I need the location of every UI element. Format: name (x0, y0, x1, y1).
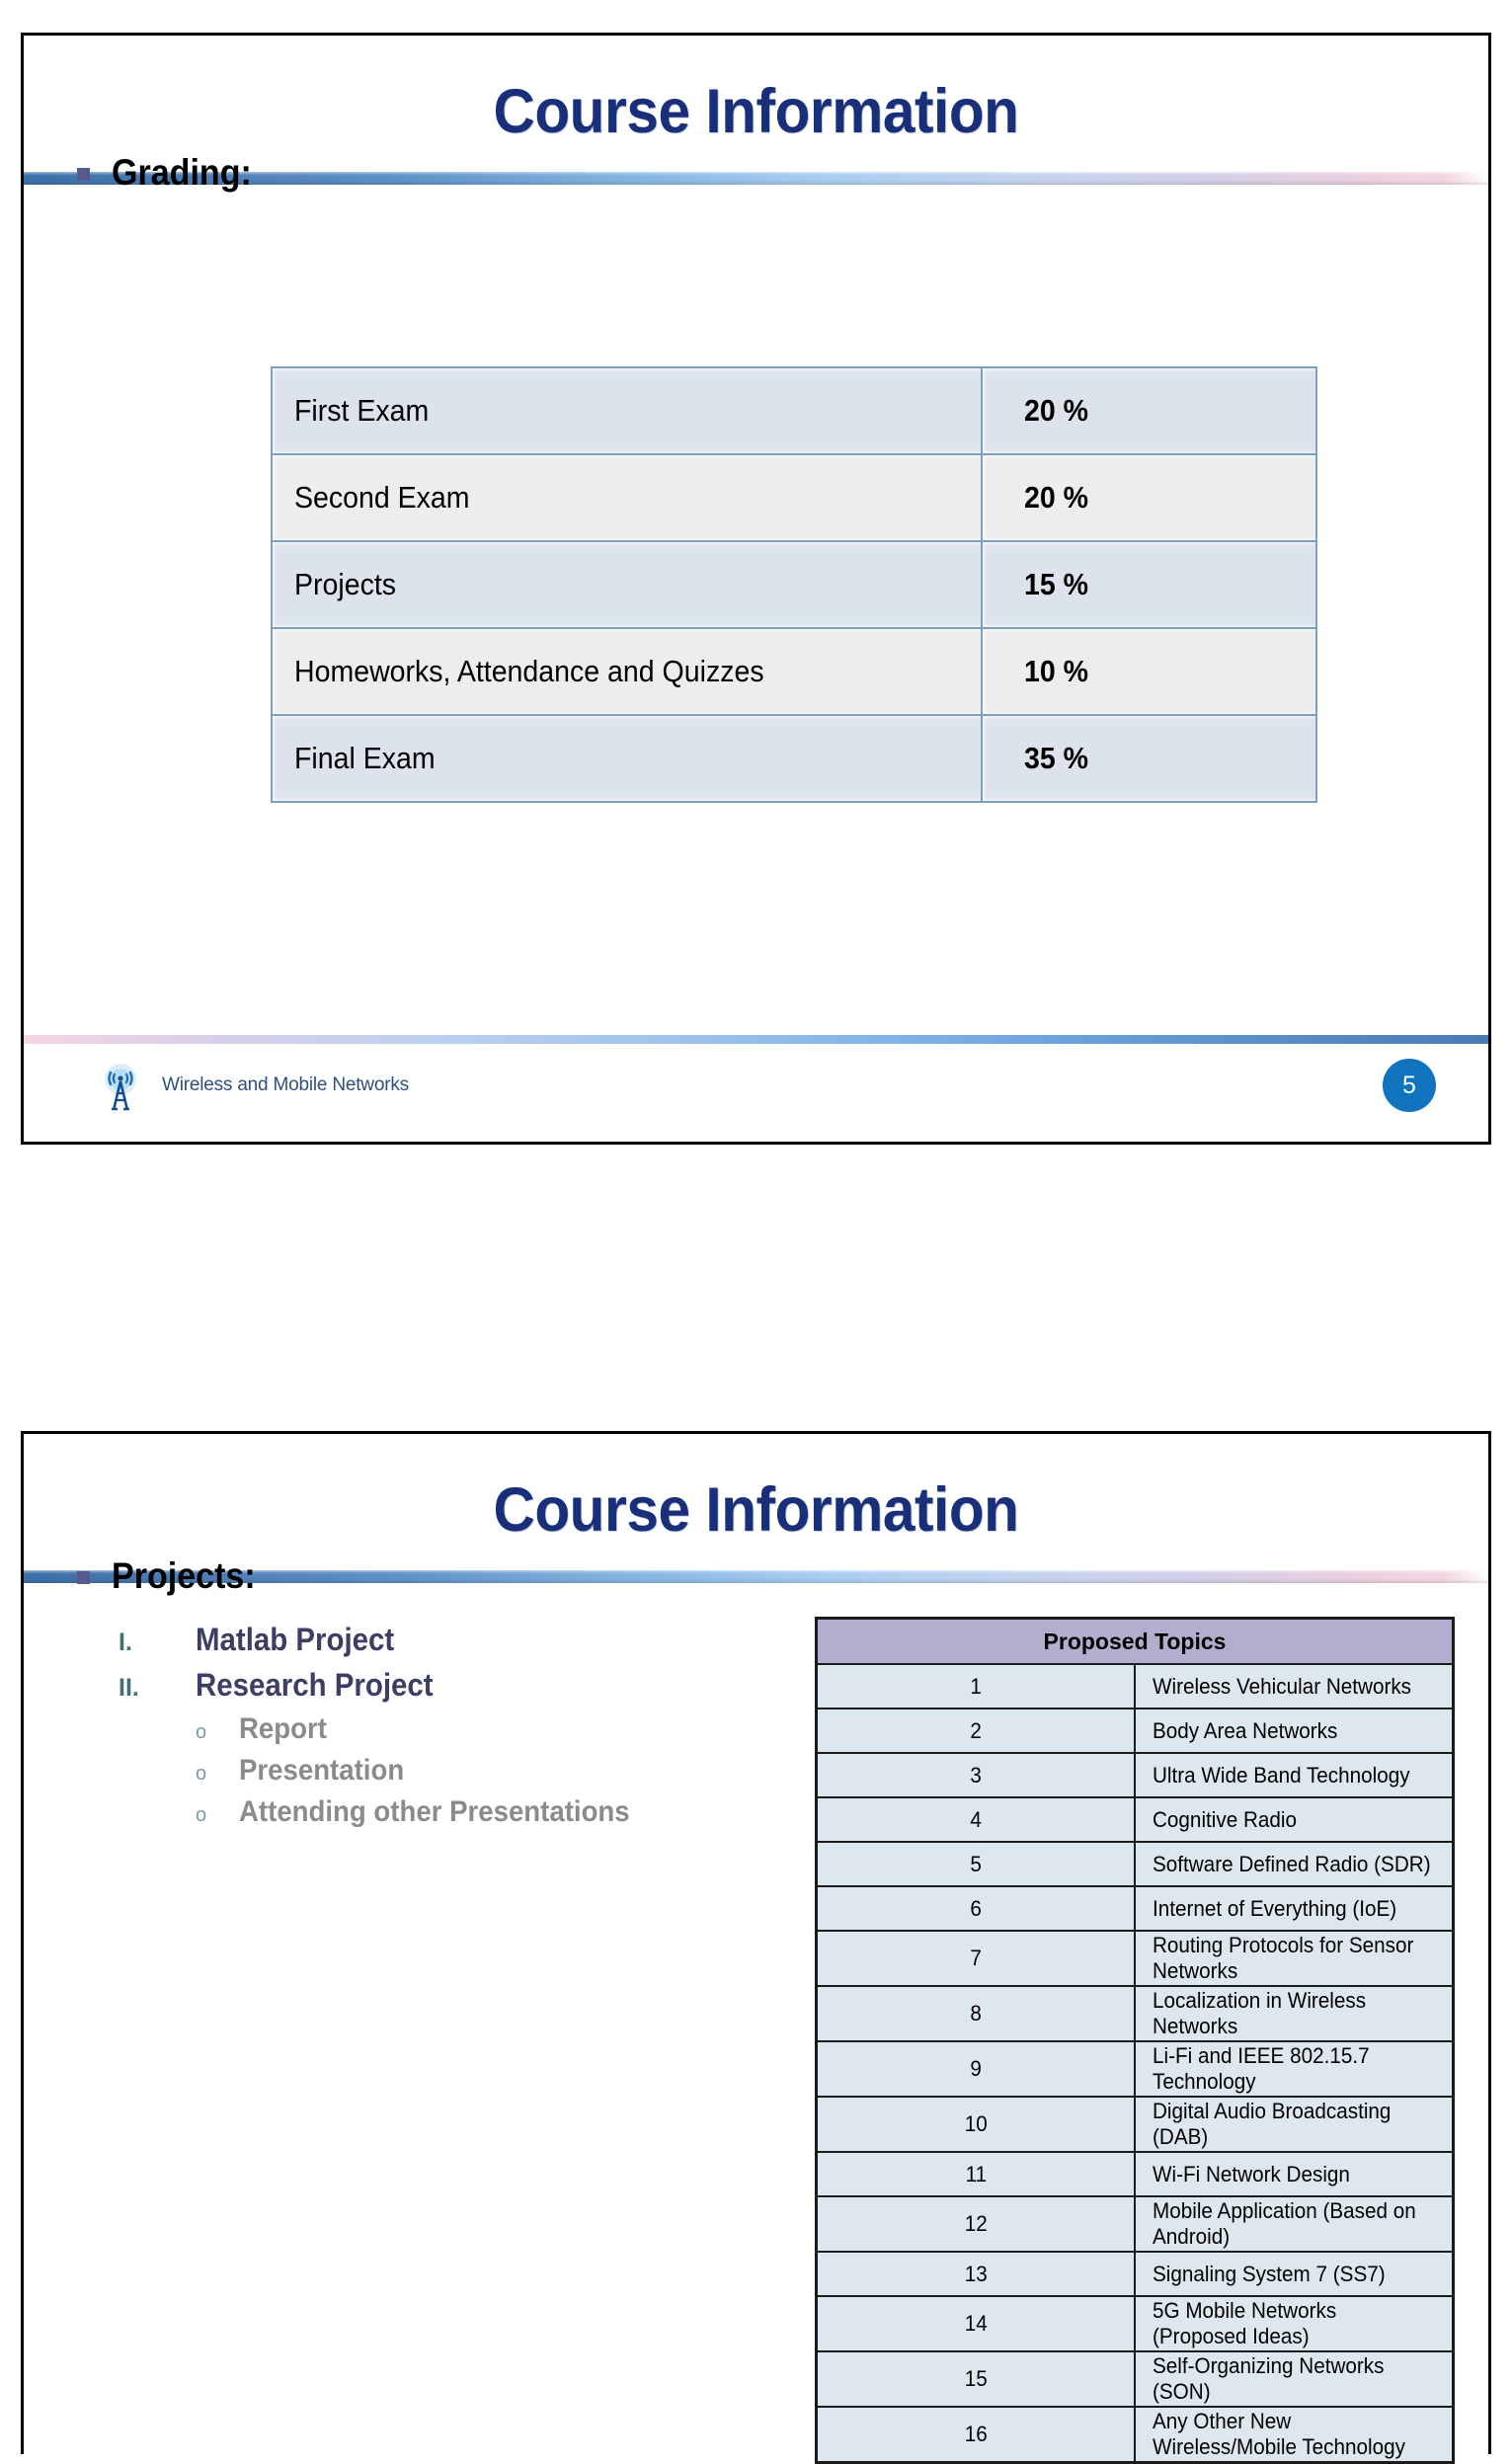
topic-number-cell (817, 2296, 1136, 2351)
grading-item-cell (272, 541, 982, 628)
topic-name-cell (1135, 2152, 1454, 2196)
footer-label: Wireless and Mobile Networks (162, 1074, 409, 1095)
table-row (272, 628, 1316, 715)
topic-name: Software Defined Radio (SDR) (1153, 1851, 1431, 1876)
topic-number-cell (817, 1753, 1136, 1797)
grading-percent-value: 20 % (1024, 480, 1089, 515)
topic-number-cell (817, 1664, 1136, 1709)
topic-name-cell (1135, 1753, 1454, 1797)
topic-name-cell (1135, 1709, 1454, 1753)
table-row (817, 2296, 1454, 2351)
table-row (272, 541, 1316, 628)
list-item (119, 1667, 751, 1704)
table-row (817, 1664, 1454, 1709)
topic-number-cell (817, 1842, 1136, 1886)
table-row (817, 1986, 1454, 2041)
topic-name-cell (1135, 1797, 1454, 1842)
grading-item-cell (272, 367, 982, 454)
list-item (119, 1622, 751, 1658)
topic-number-cell (817, 2152, 1136, 2196)
table-row (817, 2041, 1454, 2097)
topic-name: 5G Mobile Networks (Proposed Ideas) (1153, 2298, 1337, 2348)
slide-projects (21, 1431, 1491, 2459)
topic-number: 14 (964, 2311, 988, 2336)
topic-name: Li-Fi and IEEE 802.15.7 Technology (1153, 2043, 1370, 2094)
footer-divider-bar (24, 1035, 1488, 1044)
sub-list-item (196, 1754, 751, 1788)
grading-item-cell (272, 628, 982, 715)
topic-number: 15 (964, 2366, 988, 2391)
grading-heading-label: Grading: (112, 152, 252, 193)
grading-item-cell (272, 715, 982, 802)
topic-name: Wi-Fi Network Design (1153, 2161, 1350, 2186)
topic-name-cell (1135, 1886, 1454, 1931)
table-row (817, 1797, 1454, 1842)
page-number-badge: 5 (1383, 1059, 1436, 1112)
topic-name: Wireless Vehicular Networks (1153, 1673, 1412, 1699)
grading-percent-cell (982, 367, 1316, 454)
projects-outline-list (119, 1622, 751, 1837)
sub-list-item (196, 1795, 751, 1829)
topic-name-cell (1135, 1931, 1454, 1986)
topic-name: Mobile Application (Based on Android) (1153, 2198, 1416, 2249)
grading-percent-value: 15 % (1024, 567, 1089, 601)
sub-list-item (196, 1712, 751, 1746)
slide-footer (24, 1035, 1488, 1142)
topic-name-cell (1135, 1986, 1454, 2041)
topic-number: 5 (970, 1851, 982, 1876)
grading-item-label: Final Exam (294, 741, 436, 775)
table-row (272, 715, 1316, 802)
sub-list-item-label: Attending other Presentations (239, 1795, 630, 1828)
topic-number-cell (817, 2407, 1136, 2463)
radio-tower-icon (98, 1063, 143, 1112)
topic-number-cell (817, 2252, 1136, 2296)
topic-number: 7 (970, 1946, 982, 1970)
grading-item-label: Projects (294, 567, 397, 601)
square-bullet-icon (77, 1571, 90, 1584)
topic-number: 16 (964, 2422, 988, 2446)
topic-number: 4 (970, 1806, 982, 1832)
grading-item-label: Homeworks, Attendance and Quizzes (294, 654, 764, 688)
topic-number-cell (817, 2196, 1136, 2252)
page-title: Course Information (493, 77, 1019, 146)
topic-name-cell (1135, 2097, 1454, 2152)
table-row (817, 1842, 1454, 1886)
grading-percent-cell (982, 715, 1316, 802)
grading-item-cell (272, 454, 982, 541)
topic-number: 10 (964, 2111, 988, 2136)
table-row (817, 1753, 1454, 1797)
topic-number-cell (817, 1931, 1136, 1986)
list-marker: II. (119, 1674, 139, 1702)
grading-item-label: Second Exam (294, 480, 470, 515)
grading-item-label: First Exam (294, 393, 430, 428)
topic-name-cell (1135, 2407, 1454, 2463)
topic-name: Any Other New Wireless/Mobile Technology (1153, 2409, 1405, 2459)
sub-list-item-label: Presentation (239, 1754, 405, 1787)
slide-grading (21, 33, 1491, 1145)
table-row (272, 367, 1316, 454)
topic-name: Routing Protocols for Sensor Networks (1153, 1933, 1414, 1983)
topic-name-cell (1135, 2196, 1454, 2252)
circle-bullet-icon: o (196, 1721, 207, 1743)
circle-bullet-icon: o (196, 1804, 207, 1826)
topic-name: Localization in Wireless Networks (1153, 1988, 1367, 2038)
grading-percent-cell (982, 541, 1316, 628)
topic-number: 9 (970, 2056, 982, 2081)
topics-table-header: Proposed Topics (817, 1619, 1454, 1665)
sub-list-item-label: Report (239, 1712, 327, 1745)
topic-name: Internet of Everything (IoE) (1153, 1895, 1397, 1921)
topic-number: 3 (970, 1762, 982, 1788)
circle-bullet-icon: o (196, 1763, 207, 1785)
topic-name-cell (1135, 2252, 1454, 2296)
table-row (272, 454, 1316, 541)
table-row (817, 2252, 1454, 2296)
topic-name-cell (1135, 1664, 1454, 1709)
topic-number-cell (817, 1986, 1136, 2041)
topic-number: 8 (970, 2001, 982, 2026)
list-item-label: Research Project (196, 1667, 434, 1703)
table-row (817, 2152, 1454, 2196)
topic-number: 6 (970, 1895, 982, 1921)
topic-number: 1 (970, 1673, 982, 1699)
topic-number: 2 (970, 1717, 982, 1743)
grading-table (271, 366, 1317, 803)
topic-name-cell (1135, 2041, 1454, 2097)
table-row (817, 2351, 1454, 2407)
topic-number-cell (817, 2097, 1136, 2152)
table-row (817, 1931, 1454, 1986)
grading-heading-row (77, 154, 264, 191)
topic-name: Signaling System 7 (SS7) (1153, 2261, 1386, 2286)
topic-name-cell (1135, 1842, 1454, 1886)
table-row (817, 2097, 1454, 2152)
projects-heading-row (77, 1557, 268, 1594)
topic-name: Body Area Networks (1153, 1717, 1338, 1743)
page-title: Course Information (493, 1475, 1019, 1545)
topic-name: Ultra Wide Band Technology (1153, 1762, 1410, 1788)
topic-number-cell (817, 1709, 1136, 1753)
topic-number: 13 (964, 2261, 988, 2286)
topic-name: Self-Organizing Networks (SON) (1153, 2353, 1385, 2404)
topic-name: Digital Audio Broadcasting (DAB) (1153, 2099, 1392, 2149)
list-marker: I. (119, 1629, 132, 1656)
topic-number: 11 (965, 2161, 987, 2186)
table-row (817, 2407, 1454, 2463)
table-row (817, 1886, 1454, 1931)
topic-number-cell (817, 1797, 1136, 1842)
topic-name: Cognitive Radio (1153, 1806, 1297, 1832)
projects-heading-label: Projects: (112, 1555, 256, 1596)
table-row (817, 2196, 1454, 2252)
list-item-label: Matlab Project (196, 1622, 395, 1657)
topic-number-cell (817, 1886, 1136, 1931)
grading-percent-value: 20 % (1024, 393, 1089, 428)
proposed-topics-table (815, 1617, 1455, 2464)
topic-number: 12 (964, 2211, 988, 2236)
grading-percent-cell (982, 454, 1316, 541)
topic-number-cell (817, 2041, 1136, 2097)
topic-name-cell (1135, 2351, 1454, 2407)
grading-percent-value: 10 % (1024, 654, 1089, 688)
square-bullet-icon (77, 168, 90, 181)
grading-percent-cell (982, 628, 1316, 715)
topic-name-cell (1135, 2296, 1454, 2351)
topic-number-cell (817, 2351, 1136, 2407)
table-row (817, 1709, 1454, 1753)
grading-percent-value: 35 % (1024, 741, 1089, 775)
